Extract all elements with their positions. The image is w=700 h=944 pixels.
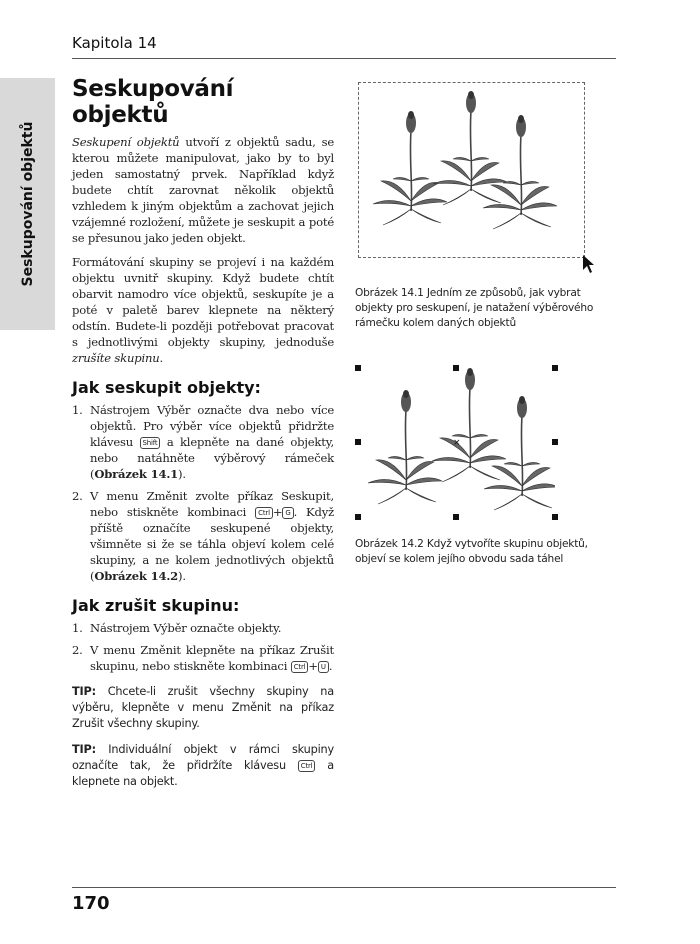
format-paragraph	[72, 254, 334, 366]
section-heading-ungroup: Jak zrušit skupinu:	[72, 596, 240, 615]
text: . Když příště označíte seskupené objekty, všimněte si že se táhla objeví kolem celé skupiny, a ne kolem jednotlivých objektů (	[90, 505, 334, 583]
plus: +	[272, 505, 283, 519]
text: Chcete-li zrušit všechny skupiny na výběru, klepněte v menu Změnit na příkaz Zrušit všechny skupiny.	[72, 685, 334, 730]
selection-handle[interactable]	[355, 514, 361, 520]
term: Seskupení objektů	[72, 135, 180, 149]
caption-text: Jedním ze způsobů, jak vybrat objekty pro seskupení, je natažení výběrového rámečku kolem daných objektů	[355, 287, 594, 329]
selection-handle[interactable]	[355, 439, 361, 445]
chapter-header: Kapitola 14	[72, 34, 157, 52]
plus: +	[308, 659, 318, 673]
text: utvoří z objektů sadu, se kterou můžete manipulovat, jako by to byl jeden samostatný prvek. Například když budete chtít zarovnat několik objektů vzhledem k jiným objektům a zachovat jejich vzájemné rozložení, můžete je seskupit a poté se přesunou jako jeden objekt.	[72, 135, 335, 245]
figure-label: Obrázek 14.1	[355, 287, 424, 299]
selection-handle[interactable]	[552, 439, 558, 445]
step	[72, 402, 334, 482]
figure-14-2-caption	[355, 537, 617, 567]
section-heading-group: Jak seskupit objekty:	[72, 378, 261, 397]
side-tab	[0, 78, 55, 330]
figure-label: Obrázek 14.2	[355, 538, 424, 550]
group-steps	[72, 402, 334, 584]
text: V menu Změnit klepněte na příkaz Zrušit skupinu, nebo stiskněte kombinaci	[90, 643, 334, 673]
plants-illustration	[359, 83, 586, 259]
tip-1	[72, 684, 334, 732]
ctrl-key: Ctrl	[255, 507, 273, 519]
ctrl-key: Ctrl	[291, 661, 309, 673]
figure-14-1-caption	[355, 286, 617, 331]
tip-label: TIP:	[72, 685, 96, 698]
side-tab-label: Seskupování objektů	[19, 121, 36, 287]
tip-2	[72, 742, 334, 790]
ungroup-steps	[72, 620, 334, 674]
header-rule	[72, 58, 616, 59]
page-number: 170	[72, 893, 110, 914]
intro-paragraph	[72, 134, 334, 246]
step	[72, 642, 334, 674]
selection-handle[interactable]	[453, 514, 459, 520]
step-number: 2.	[72, 489, 83, 503]
selection-handle[interactable]	[552, 514, 558, 520]
ctrl-key: Ctrl	[298, 760, 316, 772]
selection-handle[interactable]	[552, 365, 558, 371]
step	[72, 620, 334, 636]
caption-text: Když vytvoříte skupinu objektů, objeví se kolem jejího obvodu sada táhel	[355, 538, 588, 565]
figure-14-1-marquee	[358, 82, 585, 258]
text: Nástrojem Výběr označte dva nebo více objektů. Pro výběr více objektů přidržte klávesu	[90, 403, 334, 449]
main-column	[72, 76, 334, 800]
text: a klepnete na objekt.	[72, 759, 334, 788]
text: V menu Změnit zvolte příkaz Seskupit, nebo stiskněte kombinaci	[90, 489, 334, 519]
mouse-pointer-icon	[582, 254, 596, 274]
step-number: 2.	[72, 643, 83, 657]
text: .	[328, 659, 333, 673]
text: Nástrojem Výběr označte objekty.	[90, 621, 282, 635]
figure-14-2	[358, 368, 555, 520]
grouped-plants-illustration	[358, 368, 555, 520]
g-key: G	[282, 507, 293, 519]
text: ).	[178, 467, 186, 481]
shift-key: Shift	[140, 437, 161, 449]
u-key: U	[318, 661, 329, 673]
text: Individuální objekt v rámci skupiny označíte tak, že přidržíte klávesu	[72, 743, 334, 772]
page-title: Seskupování objektů	[72, 76, 234, 128]
svg-text:×: ×	[453, 438, 461, 448]
text: Formátování skupiny se projeví i na každém objektu uvnitř skupiny. Když budete chtít obarvit namodro více objektů, seskupíte je a poté v paletě barev klepnete na některý odstín. Budete-li později potřebovat pracovat s jednotlivými objekty skupiny, jednoduše	[72, 255, 334, 349]
text: ).	[178, 569, 186, 583]
text: a klepněte na dané objekty, nebo natáhněte výběrový rámeček (	[90, 435, 334, 481]
term: zrušíte skupinu	[72, 351, 160, 365]
step	[72, 488, 334, 584]
footer-rule	[72, 887, 616, 888]
selection-handle[interactable]	[453, 365, 459, 371]
step-number: 1.	[72, 621, 83, 635]
tip-label: TIP:	[72, 743, 96, 756]
selection-handle[interactable]	[355, 365, 361, 371]
figure-ref: Obrázek 14.1	[94, 467, 179, 481]
step-number: 1.	[72, 403, 83, 417]
figure-ref: Obrázek 14.2	[94, 569, 179, 583]
text: .	[159, 351, 163, 365]
